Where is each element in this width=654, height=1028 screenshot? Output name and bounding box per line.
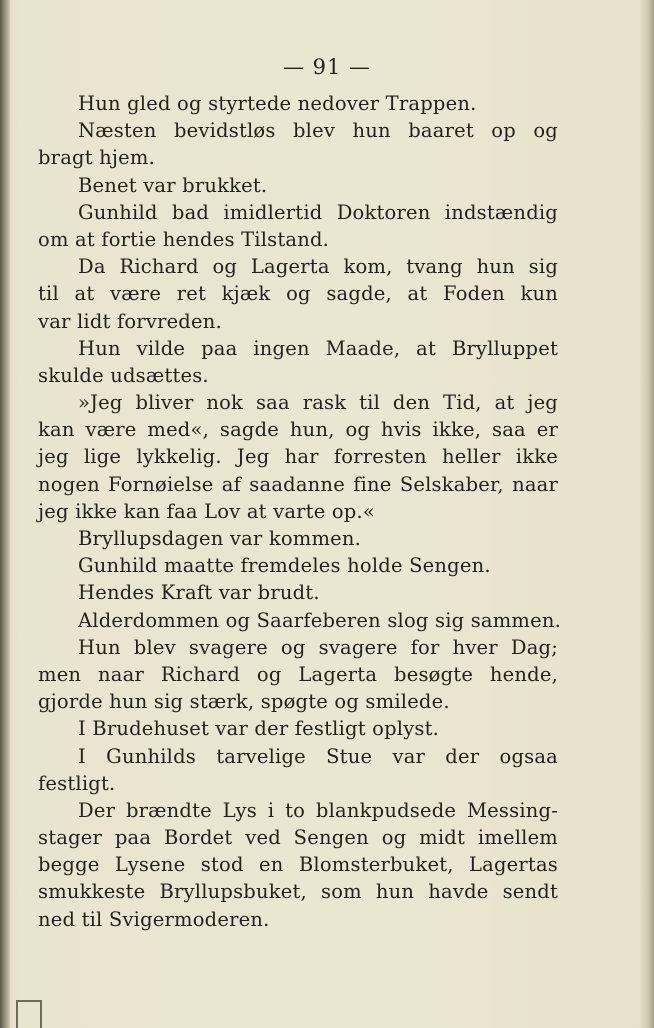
- text-line: Hendes Kraft var brudt.: [78, 581, 320, 605]
- text-line: Der brændte Lys i to blankpudsede Messing-: [78, 798, 558, 822]
- text-line: Bryllupsdagen var kommen.: [78, 527, 362, 550]
- text-line: ned til Svigermoderen.: [38, 907, 270, 931]
- body-text: [38, 90, 562, 933]
- text-line: om at fortie hendes Tilstand.: [38, 227, 330, 251]
- text-line: begge Lysene stod en Blomsterbuket, Lagertas: [38, 853, 558, 877]
- text-line: I Gunhilds tarvelige Stue var der ogsaa: [78, 744, 558, 768]
- text-line: nogen Fornøielse af saadanne fine Selskaber, naar: [38, 472, 558, 496]
- page-number: — 91 —: [282, 55, 372, 79]
- text-line: Hun gled og styrtede nedover Trappen.: [78, 92, 477, 115]
- text-line: bragt hjem.: [38, 146, 155, 170]
- text-line: festligt.: [38, 771, 116, 795]
- text-line: Gunhild bad imidlertid Doktoren indstændig: [78, 200, 558, 224]
- text-line: kan være med«, sagde hun, og hvis ikke, saa er: [38, 418, 558, 442]
- book-spine-shadow: [0, 0, 10, 1028]
- text-line: gjorde hun sig stærk, spøgte og smilede.: [38, 690, 450, 714]
- page-right-edge: [640, 0, 654, 1028]
- text-line: skulde udsættes.: [38, 363, 209, 387]
- text-line: var lidt forvreden.: [38, 309, 222, 333]
- text-line: Da Richard og Lagerta kom, tvang hun sig: [78, 255, 558, 279]
- text-line: Næsten bevidstløs blev hun baaret op og: [78, 119, 558, 143]
- text-line: Gunhild maatte fremdeles holde Sengen.: [78, 554, 491, 578]
- text-line: jeg lige lykkelig. Jeg har forresten heller ikke: [38, 445, 558, 469]
- corner-bracket-mark: [16, 1000, 42, 1028]
- text-line: stager paa Bordet ved Sengen og midt imellem: [38, 826, 558, 850]
- text-line: Hun vilde paa ingen Maade, at Brylluppet: [78, 336, 558, 360]
- text-line: jeg ikke kan faa Lov at varte op.«: [38, 499, 375, 523]
- text-line: Alderdommen og Saarfeberen slog sig sammen.: [78, 608, 562, 632]
- text-line: smukkeste Bryllupsbuket, som hun havde sendt: [38, 880, 558, 904]
- text-line: Hun blev svagere og svagere for hver Dag;: [78, 635, 558, 659]
- text-line: I Brudehuset var der festligt oplyst.: [78, 717, 440, 741]
- text-line: Benet var brukket.: [78, 173, 268, 197]
- text-line: til at være ret kjæk og sagde, at Foden kun: [38, 282, 558, 306]
- text-line: men naar Richard og Lagerta besøgte hende,: [38, 662, 558, 686]
- text-line: »Jeg bliver nok saa rask til den Tid, at jeg: [78, 391, 558, 415]
